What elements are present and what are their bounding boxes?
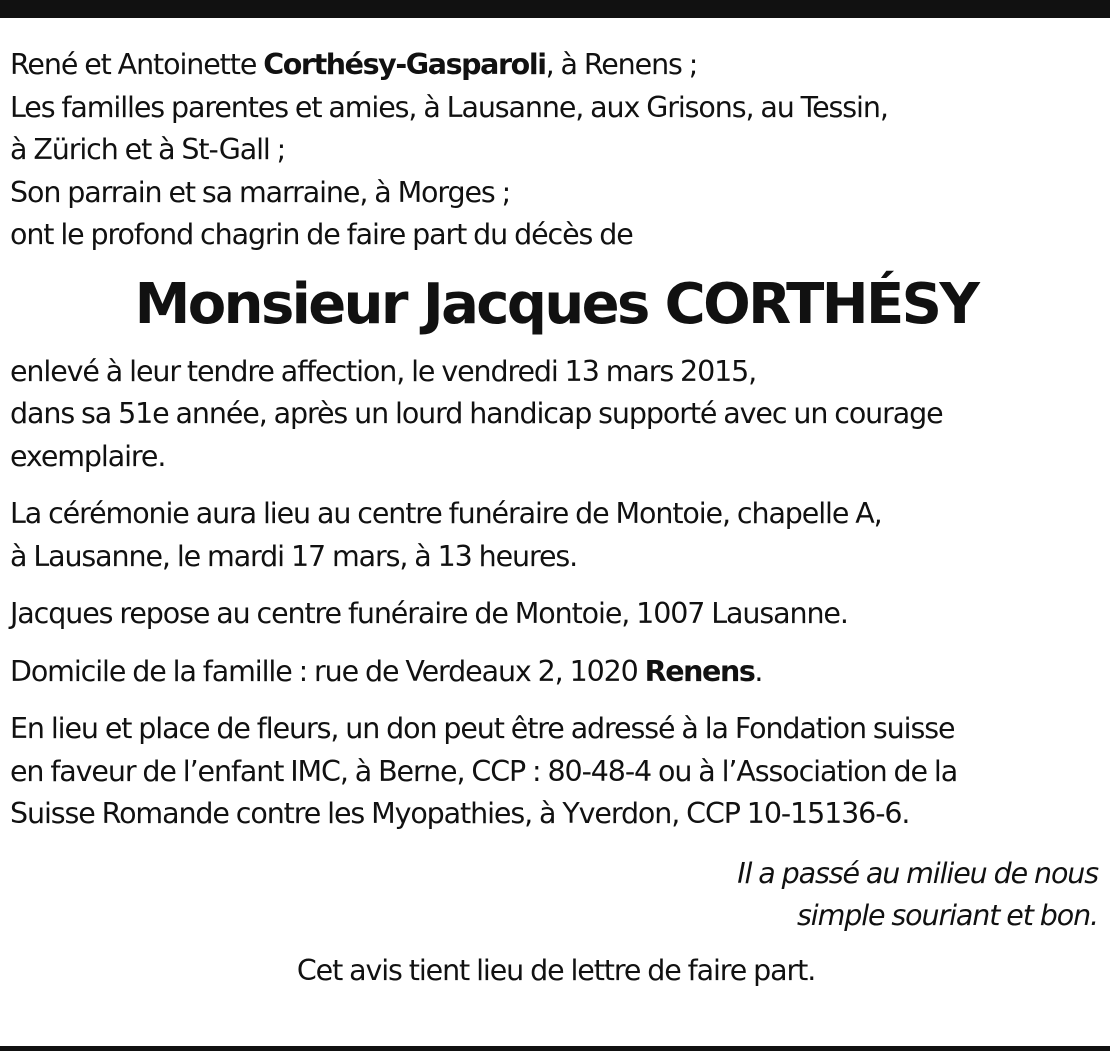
family-line-2: Les familles parentes et amies, à Lausanne, aux Grisons, au Tessin, [10, 90, 888, 124]
donations-info [10, 708, 1102, 836]
quote-line-1: Il a passé au milieu de nous [737, 856, 1098, 890]
repose-info [10, 593, 1102, 636]
death-notice-line-3: exemplaire. [10, 439, 166, 473]
domicile-info [10, 651, 1102, 694]
obituary-notice [10, 44, 1102, 992]
donations-line-3: Suisse Romande contre les Myopathies, à Yverdon, CCP 10-15136-6. [10, 797, 910, 830]
memorial-quote [10, 853, 1102, 938]
family-line-4: Son parrain et sa marraine, à Morges ; [10, 175, 511, 209]
family-line-1 [10, 44, 1102, 87]
closing-note: Cet avis tient lieu de lettre de faire part. [296, 953, 816, 987]
deceased-name: Monsieur Jacques CORTHÉSY [134, 271, 978, 337]
donations-line-1: En lieu et place de fleurs, un don peut être adressé à la Fondation suisse [10, 712, 955, 745]
family-line-3: à Zürich et à St-Gall ; [10, 133, 286, 166]
ceremony-line-1: La cérémonie aura lieu au centre funéraire de Montoie, chapelle A, [10, 497, 882, 530]
family-line-1-pre: René et Antoinette [10, 48, 264, 81]
domicile-post: . [754, 654, 763, 688]
family-line-5: ont le profond chagrin de faire part du décès de [10, 218, 633, 251]
domicile-pre: Domicile de la famille : rue de Verdeaux 2, 1020 [10, 654, 645, 688]
family-line-1-post: , à Renens ; [545, 48, 698, 81]
bottom-rule [0, 1046, 1110, 1051]
top-rule [0, 0, 1110, 18]
death-notice-line-1: enlevé à leur tendre affection, le vendredi 13 mars 2015, [10, 354, 757, 388]
death-notice-line-2: dans sa 51e année, après un lourd handicap supporté avec un courage [10, 397, 943, 430]
family-announcement [10, 44, 1102, 257]
ceremony-info [10, 493, 1102, 578]
donations-line-2: en faveur de l’enfant IMC, à Berne, CCP : 80-48-4 ou à l’Association de la [10, 754, 958, 788]
repose-line: Jacques repose au centre funéraire de Montoie, 1007 Lausanne. [10, 597, 848, 630]
domicile-city: Renens [644, 654, 755, 688]
ceremony-line-2: à Lausanne, le mardi 17 mars, à 13 heures. [10, 539, 578, 573]
quote-line-2: simple souriant et bon. [797, 899, 1098, 932]
domicile-line [10, 651, 1102, 694]
family-surname: Corthésy-Gasparoli [263, 48, 546, 81]
death-notice [10, 351, 1102, 479]
